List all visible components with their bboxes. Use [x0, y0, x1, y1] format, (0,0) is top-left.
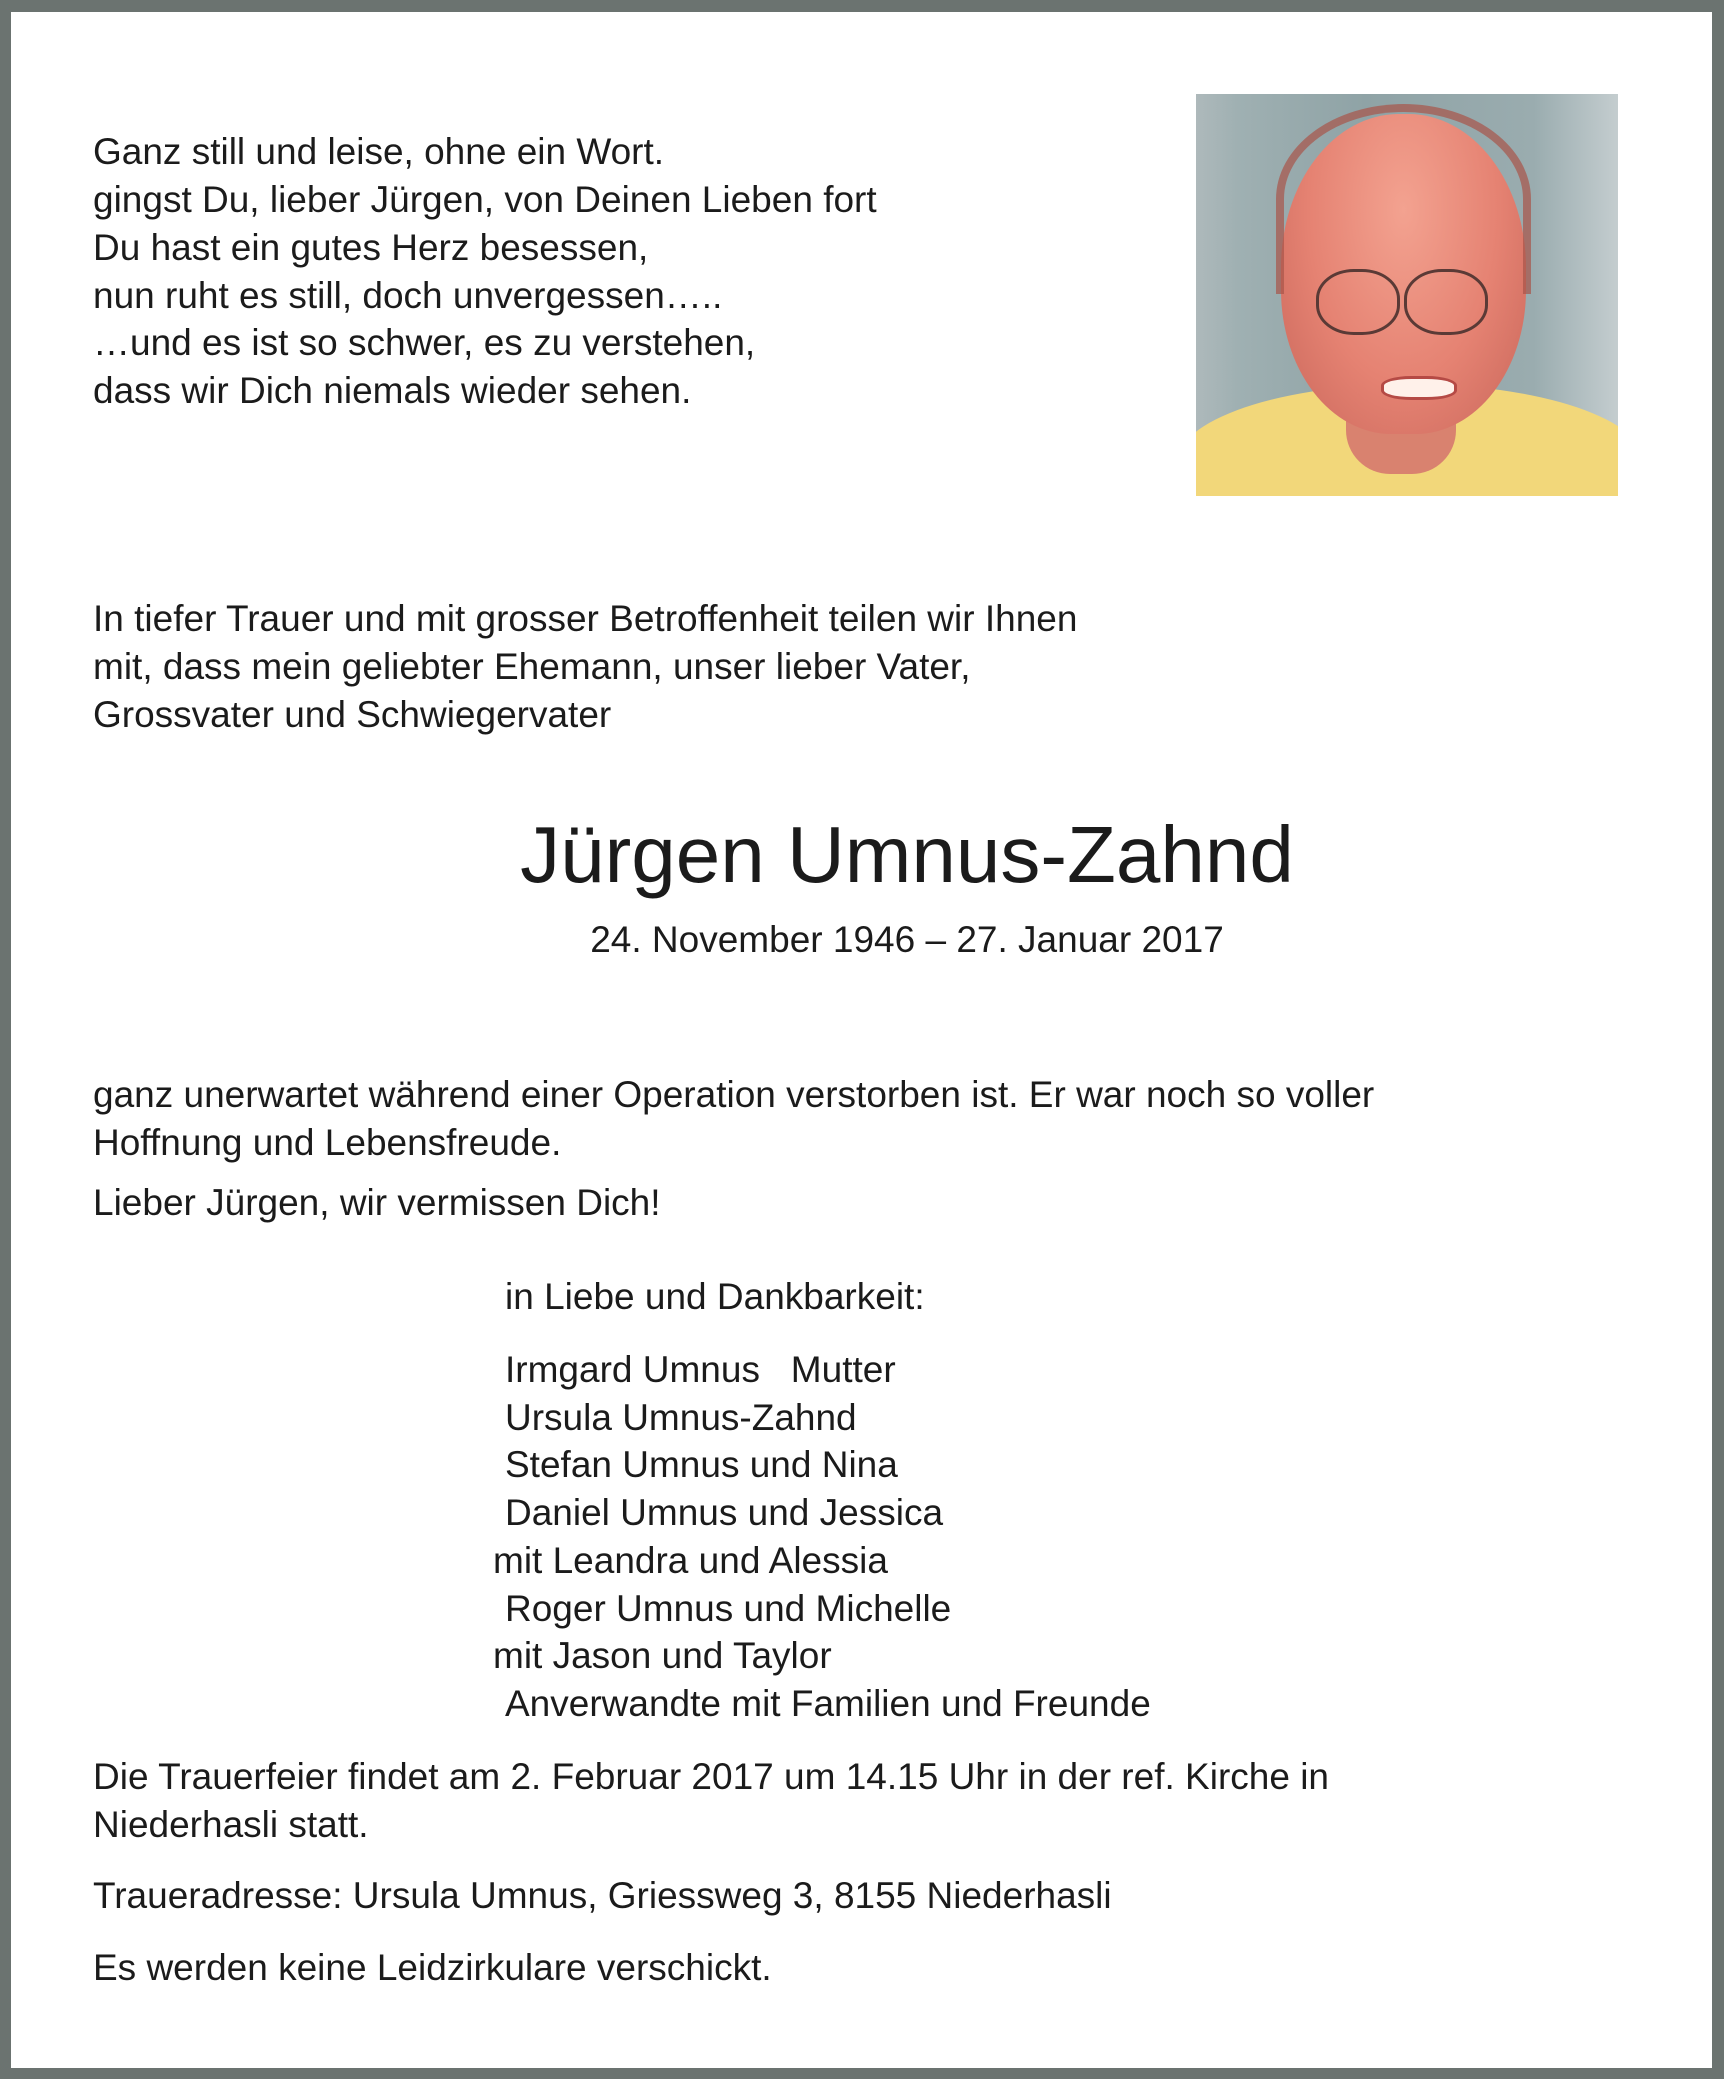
closing-note: Es werden keine Leidzirkulare verschickt. [93, 1947, 772, 1988]
family-member: Stefan Umnus und Nina [505, 1444, 898, 1485]
photo-hair [1276, 104, 1531, 294]
family-member: Roger Umnus und Michelle [505, 1588, 952, 1629]
life-dates: 24. November 1946 – 27. Januar 2017 [590, 919, 1224, 960]
message-line: Hoffnung und Lebensfreude. [93, 1122, 562, 1163]
closing-line: in Liebe und Dankbarkeit: [505, 1276, 925, 1317]
poem-line: nun ruht es still, doch unvergessen….. [93, 275, 723, 316]
family-member: Ursula Umnus-Zahnd [505, 1397, 857, 1438]
farewell-line: Lieber Jürgen, wir vermissen Dich! [93, 1182, 661, 1223]
poem-line: gingst Du, lieber Jürgen, von Deinen Lieben fort [93, 179, 877, 220]
poem-line: Du hast ein gutes Herz besessen, [93, 227, 649, 268]
service-line: Die Trauerfeier findet am 2. Februar 2017 um 14.15 Uhr in der ref. Kirche in [93, 1756, 1329, 1797]
poem-line: dass wir Dich niemals wieder sehen. [93, 370, 692, 411]
photo-mouth [1381, 376, 1457, 400]
intro-line: mit, dass mein geliebter Ehemann, unser lieber Vater, [93, 646, 971, 687]
family-member: mit Jason und Taylor [493, 1635, 832, 1676]
photo-glasses-right [1404, 269, 1488, 335]
poem-line: …und es ist so schwer, es zu verstehen, [93, 322, 756, 363]
family-member: Daniel Umnus und Jessica [505, 1492, 944, 1533]
intro-line: In tiefer Trauer und mit grosser Betroffenheit teilen wir Ihnen [93, 598, 1078, 639]
family-member: Irmgard Umnus Mutter [505, 1349, 896, 1390]
deceased-name: Jürgen Umnus-Zahnd [520, 810, 1294, 899]
message-line: ganz unerwartet während einer Operation verstorben ist. Er war noch so voller [93, 1074, 1375, 1115]
portrait-photo [1196, 94, 1618, 496]
intro-line: Grossvater und Schwiegervater [93, 694, 612, 735]
family-member: Anverwandte mit Familien und Freunde [505, 1683, 1151, 1724]
family-member: mit Leandra und Alessia [493, 1540, 888, 1581]
photo-glasses-left [1316, 269, 1400, 335]
mourning-address: Traueradresse: Ursula Umnus, Griessweg 3, 8155 Niederhasli [93, 1875, 1112, 1916]
service-line: Niederhasli statt. [93, 1804, 369, 1845]
poem-line: Ganz still und leise, ohne ein Wort. [93, 131, 665, 172]
